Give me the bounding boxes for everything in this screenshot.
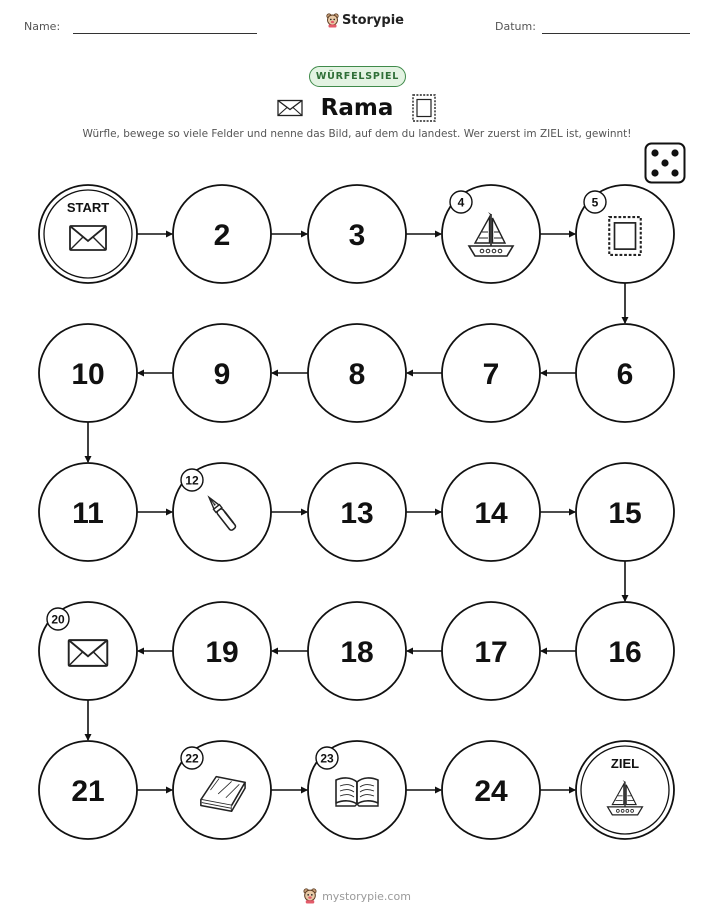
- board-cell-6[interactable]: [576, 324, 674, 422]
- board-cell-12[interactable]: [173, 463, 271, 561]
- board-cell-22[interactable]: [173, 741, 271, 839]
- board-cell-15[interactable]: [576, 463, 674, 561]
- cell-number: 21: [71, 775, 105, 808]
- envelope-icon: [69, 640, 108, 666]
- footer: [0, 888, 714, 904]
- cell-label: START: [66, 200, 110, 215]
- cell-number: 14: [474, 497, 508, 530]
- envelope-icon: [70, 226, 106, 250]
- board-cell-1[interactable]: [39, 185, 137, 283]
- game-type-badge: WÜRFELSPIEL: [309, 66, 406, 87]
- stamp-icon: [609, 217, 641, 255]
- cell-number: 16: [608, 636, 642, 669]
- cell-number: 17: [474, 636, 508, 669]
- board-cell-23[interactable]: [308, 741, 406, 839]
- cell-number: 5: [591, 195, 599, 210]
- cell-number: 12: [185, 473, 199, 488]
- board-cell-20[interactable]: [39, 602, 137, 700]
- page-title: Rama: [320, 95, 394, 121]
- cell-number: 15: [608, 497, 642, 530]
- board-cell-21[interactable]: [39, 741, 137, 839]
- cell-number: 23: [320, 751, 334, 766]
- board-cell-10[interactable]: [39, 324, 137, 422]
- board-cell-4[interactable]: [442, 185, 540, 283]
- board-cell-14[interactable]: [442, 463, 540, 561]
- board-cell-13[interactable]: [308, 463, 406, 561]
- board-cell-7[interactable]: [442, 324, 540, 422]
- board-cell-3[interactable]: [308, 185, 406, 283]
- board-cell-19[interactable]: [173, 602, 271, 700]
- cell-number: 7: [482, 358, 500, 391]
- cell-number: 4: [457, 195, 465, 210]
- cell-number: 13: [340, 497, 374, 530]
- cell-number: 10: [71, 358, 105, 391]
- footer-url: mystorypie.com: [322, 889, 411, 903]
- board-cell-17[interactable]: [442, 602, 540, 700]
- cell-number: 24: [474, 775, 508, 808]
- cell-number: 3: [348, 219, 366, 252]
- name-label: Name:: [24, 20, 61, 33]
- board-cells: [39, 185, 674, 839]
- cell-number: 8: [348, 358, 366, 391]
- board-cell-16[interactable]: [576, 602, 674, 700]
- cell-number: 22: [185, 751, 199, 766]
- brand-name: Storypie: [342, 13, 404, 28]
- cell-number: 11: [72, 497, 104, 530]
- mascot-icon: [303, 888, 317, 904]
- board-cell-8[interactable]: [308, 324, 406, 422]
- board-cell-18[interactable]: [308, 602, 406, 700]
- board-cell-25[interactable]: [576, 741, 674, 839]
- cell-label: ZIEL: [610, 756, 640, 771]
- cell-number: 18: [340, 636, 374, 669]
- cell-number: 6: [616, 358, 634, 391]
- board-cell-24[interactable]: [442, 741, 540, 839]
- open-book-icon: [336, 778, 378, 806]
- board-cell-11[interactable]: [39, 463, 137, 561]
- cell-number: 9: [213, 358, 231, 391]
- board-cell-2[interactable]: [173, 185, 271, 283]
- cell-number: 20: [51, 612, 65, 627]
- board-cell-9[interactable]: [173, 324, 271, 422]
- date-label: Datum:: [495, 20, 536, 33]
- cell-number: 2: [213, 219, 231, 252]
- board-cell-5[interactable]: [576, 185, 674, 283]
- instructions: Würfle, bewege so viele Felder und nenne das Bild, auf dem du landest. Wer zuerst im ZIEL ist, gewinnt!: [82, 128, 632, 140]
- cell-number: 19: [205, 636, 239, 669]
